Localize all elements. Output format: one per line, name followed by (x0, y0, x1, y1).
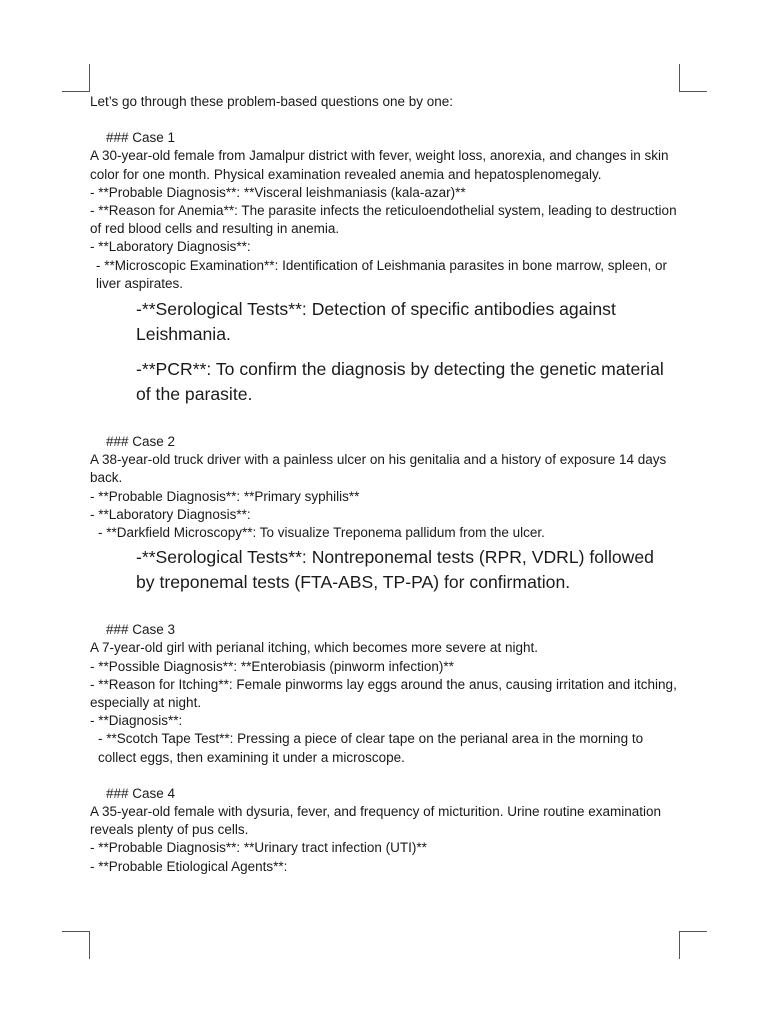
case1-pcr: -**PCR**: To confirm the diagnosis by detecting the genetic material of the parasite. (136, 359, 664, 405)
intro-text: Let’s go through these problem-based questions one by one: (90, 94, 454, 109)
document-page (90, 93, 680, 876)
crop-mark-top-right-vertical (679, 64, 680, 92)
case2-darkfield: - **Darkfield Microscopy**: To visualize Treponema pallidum from the ulcer. (98, 525, 545, 541)
case2-description: A 38-year-old truck driver with a painless ulcer on his genitalia and a history of exposure 14 days back. (90, 452, 667, 486)
case3-itching-reason: - **Reason for Itching**: Female pinworms lay eggs around the anus, causing irritation and itching, especially at night. (90, 676, 677, 711)
case2-serological: -**Serological Tests**: Nontreponemal tests (RPR, VDRL) followed by treponemal tests (FTA-ABS, TP-PA) for confirmation. (136, 547, 654, 593)
case2-diagnosis: - **Probable Diagnosis**: **Primary syphilis** (90, 488, 360, 504)
case4-heading: ### Case 4 (106, 785, 176, 801)
crop-mark-bottom-left-horizontal (62, 931, 90, 932)
case3-heading: ### Case 3 (106, 622, 176, 638)
case2-heading: ### Case 2 (106, 434, 176, 450)
case3-diagnosis-label: - **Diagnosis**: (90, 713, 183, 729)
case2-lab-label: - **Laboratory Diagnosis**: (90, 506, 251, 522)
crop-mark-top-right-horizontal (679, 91, 707, 92)
case4-etiological-agents: - **Probable Etiological Agents**: (90, 858, 288, 874)
case3-diagnosis: - **Possible Diagnosis**: **Enterobiasis (pinworm infection)** (90, 658, 454, 674)
case1-anemia-reason: - **Reason for Anemia**: The parasite infects the reticuloendothelial system, leading to destruction of red blood cells and resulting in anemia. (90, 203, 677, 237)
case3-scotch-tape: - **Scotch Tape Test**: Pressing a piece of clear tape on the perianal area in the morning to collect eggs, then examining it under a microscope. (98, 731, 644, 765)
case1-description: A 30-year-old female from Jamalpur district with fever, weight loss, anorexia, and changes in skin color for one month. Physical examination revealed anemia and hepatosplenomegaly. (90, 148, 669, 182)
case4-diagnosis: - **Probable Diagnosis**: **Urinary tract infection (UTI)** (90, 840, 427, 856)
case1-serological: -**Serological Tests**: Detection of specific antibodies against Leishmania. (136, 299, 616, 345)
case4-description: A 35-year-old female with dysuria, fever, and frequency of micturition. Urine routine examination reveals plenty of pus cells. (90, 804, 662, 838)
crop-mark-bottom-right-horizontal (679, 931, 707, 932)
case3-description: A 7-year-old girl with perianal itching, which becomes more severe at night. (90, 640, 538, 656)
case1-heading: ### Case 1 (106, 130, 176, 146)
case1-microscopic: - **Microscopic Examination**: Identification of Leishmania parasites in bone marrow, spleen, or liver aspirates. (96, 257, 668, 291)
case1-lab-label: - **Laboratory Diagnosis**: (90, 239, 251, 255)
crop-mark-top-left-horizontal (62, 91, 90, 92)
crop-mark-top-left-vertical (89, 64, 90, 92)
crop-mark-bottom-right-vertical (679, 931, 680, 959)
case1-diagnosis: - **Probable Diagnosis**: **Visceral leishmaniasis (kala-azar)** (90, 184, 466, 200)
crop-mark-bottom-left-vertical (89, 931, 90, 959)
